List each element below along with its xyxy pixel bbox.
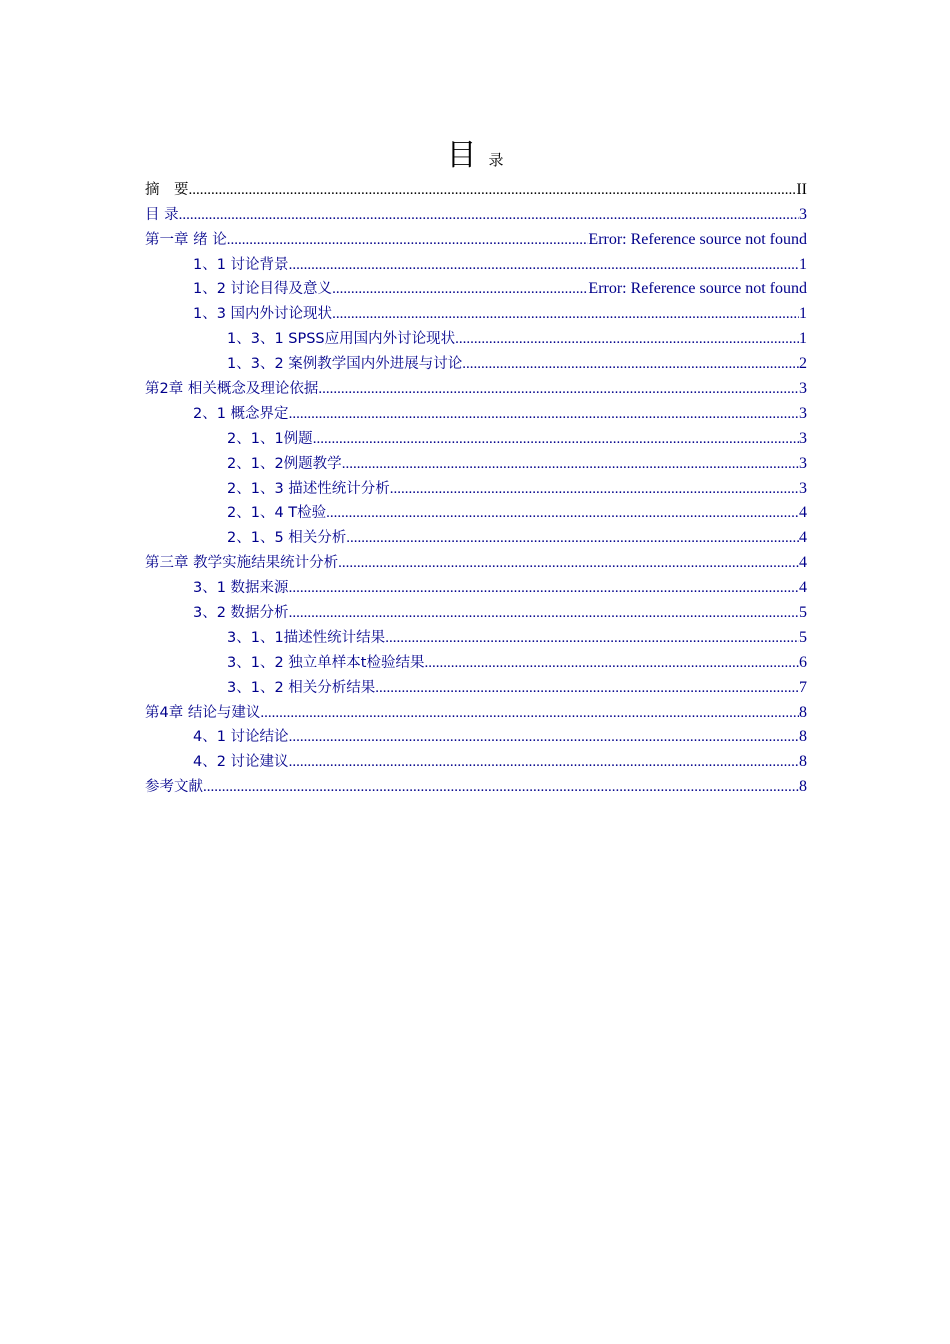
toc-entry-label: 第4章 结论与建议 bbox=[145, 704, 261, 721]
toc-entry-page: 4 bbox=[799, 554, 807, 572]
toc-entry-page: Error: Reference source not found bbox=[588, 230, 807, 248]
toc-entry-page: 3 bbox=[799, 205, 807, 223]
toc-dot-leader bbox=[318, 380, 799, 398]
toc-entry-label: 参考文献 bbox=[145, 779, 203, 796]
toc-entry-page: 6 bbox=[799, 653, 807, 671]
toc-entry[interactable] bbox=[145, 597, 807, 622]
toc-dot-leader bbox=[289, 753, 799, 771]
toc-entry-page: 5 bbox=[799, 628, 807, 646]
toc-entry-page: 8 bbox=[799, 778, 807, 796]
toc-entry-page: 4 bbox=[799, 504, 807, 522]
toc-entry-label: 3、1、2 独立单样本t检验结果 bbox=[227, 654, 425, 671]
toc-entry[interactable] bbox=[145, 547, 807, 572]
toc-entry-label: 2、1 概念界定 bbox=[193, 405, 289, 422]
toc-dot-leader bbox=[260, 704, 799, 722]
toc-entry-label: 2、1、1例题 bbox=[227, 430, 313, 447]
toc-dot-leader bbox=[289, 728, 799, 746]
toc-dot-leader bbox=[203, 778, 799, 796]
toc-entry-page: 8 bbox=[799, 703, 807, 721]
toc-entry-page: 1 bbox=[799, 255, 807, 273]
toc-dot-leader bbox=[227, 231, 589, 249]
toc-entry[interactable] bbox=[145, 672, 807, 697]
toc-entry[interactable] bbox=[145, 398, 807, 423]
toc-entry[interactable] bbox=[145, 274, 807, 299]
toc-entry-page: 3 bbox=[799, 454, 807, 472]
toc-entry-label: 摘 要 bbox=[145, 181, 189, 198]
toc-entry[interactable] bbox=[145, 373, 807, 398]
toc-entry[interactable] bbox=[145, 722, 807, 747]
toc-title-main: 目 bbox=[446, 138, 477, 173]
toc-entry-page: 3 bbox=[799, 429, 807, 447]
toc-dot-leader bbox=[289, 256, 799, 274]
toc-entry-page: 4 bbox=[799, 529, 807, 547]
toc-entry[interactable] bbox=[145, 647, 807, 672]
toc-entry-label: 4、1 讨论结论 bbox=[193, 729, 289, 746]
toc-entry[interactable] bbox=[145, 298, 807, 323]
toc-dot-leader bbox=[179, 206, 799, 224]
toc-entry[interactable] bbox=[145, 622, 807, 647]
toc-entry-label: 3、1、2 相关分析结果 bbox=[227, 679, 376, 696]
toc-dot-leader bbox=[313, 430, 799, 448]
toc-entry-label: 4、2 讨论建议 bbox=[193, 754, 289, 771]
toc-entry-label: 1、3 国内外讨论现状 bbox=[193, 306, 333, 323]
toc-entry[interactable] bbox=[145, 348, 807, 373]
toc-entry[interactable] bbox=[145, 199, 807, 224]
toc-dot-leader bbox=[332, 305, 799, 323]
toc-entry-label: 1、2 讨论目得及意义 bbox=[193, 281, 333, 298]
toc-dot-leader bbox=[375, 679, 799, 697]
toc-entry-page: 3 bbox=[799, 479, 807, 497]
toc-entry-label: 目 录 bbox=[145, 206, 179, 223]
toc-dot-leader bbox=[189, 181, 797, 199]
toc-entry-page: 3 bbox=[799, 404, 807, 422]
toc-dot-leader bbox=[289, 579, 799, 597]
toc-entry[interactable] bbox=[145, 498, 807, 523]
toc-entry-page: 3 bbox=[799, 380, 807, 398]
toc-entry[interactable] bbox=[145, 746, 807, 771]
toc-entry-label: 1、3、2 案例教学国内外进展与讨论 bbox=[227, 356, 463, 373]
toc-dot-leader bbox=[332, 280, 588, 298]
toc-entry-label: 3、2 数据分析 bbox=[193, 605, 289, 622]
toc-entry-label: 2、1、2例题教学 bbox=[227, 455, 342, 472]
toc-entry-label: 1、1 讨论背景 bbox=[193, 256, 289, 273]
toc-dot-leader bbox=[289, 604, 799, 622]
toc-entry-label: 1、3、1 SPSS应用国内外讨论现状 bbox=[227, 331, 456, 348]
toc-entry-page: 1 bbox=[799, 330, 807, 348]
toc-entry-label: 2、1、5 相关分析 bbox=[227, 530, 347, 547]
toc-dot-leader bbox=[424, 654, 799, 672]
toc-entry[interactable] bbox=[145, 224, 807, 249]
toc-dot-leader bbox=[342, 455, 799, 473]
toc-entry-page: 5 bbox=[799, 604, 807, 622]
toc-entry-label: 3、1、1描述性统计结果 bbox=[227, 629, 386, 646]
toc-entry-page: 1 bbox=[799, 305, 807, 323]
toc-entry-label: 2、1、4 T检验 bbox=[227, 505, 327, 522]
toc-entry[interactable] bbox=[145, 249, 807, 274]
toc-entry-label: 第三章 教学实施结果统计分析 bbox=[145, 555, 339, 572]
toc-entry-label: 3、1 数据来源 bbox=[193, 580, 289, 597]
toc-entry[interactable] bbox=[145, 522, 807, 547]
toc-dot-leader bbox=[455, 330, 799, 348]
toc-entry-page: II bbox=[796, 180, 807, 198]
toc-entry[interactable] bbox=[145, 473, 807, 498]
toc-dot-leader bbox=[346, 529, 799, 547]
toc-entry bbox=[145, 174, 807, 199]
toc-entry[interactable] bbox=[145, 572, 807, 597]
toc-title bbox=[0, 130, 950, 174]
toc-dot-leader bbox=[390, 480, 799, 498]
toc-entry-page: 7 bbox=[799, 678, 807, 696]
toc-entry[interactable] bbox=[145, 323, 807, 348]
toc-dot-leader bbox=[338, 554, 799, 572]
toc-entry[interactable] bbox=[145, 771, 807, 796]
toc-entry-page: 4 bbox=[799, 579, 807, 597]
toc-entry-page: Error: Reference source not found bbox=[588, 280, 807, 298]
toc-entry[interactable] bbox=[145, 423, 807, 448]
toc-dot-leader bbox=[326, 504, 799, 522]
toc-entry-label: 2、1、3 描述性统计分析 bbox=[227, 480, 390, 497]
toc-title-sub: 录 bbox=[488, 151, 504, 169]
toc-dot-leader bbox=[462, 355, 799, 373]
toc-entry-label: 第2章 相关概念及理论依据 bbox=[145, 381, 319, 398]
toc-dot-leader bbox=[289, 405, 799, 423]
toc-entry[interactable] bbox=[145, 697, 807, 722]
toc-entry-page: 8 bbox=[799, 753, 807, 771]
toc-entry-label: 第一章 绪 论 bbox=[145, 231, 227, 248]
table-of-contents bbox=[145, 174, 807, 796]
toc-entry-page: 2 bbox=[799, 355, 807, 373]
toc-dot-leader bbox=[385, 629, 799, 647]
toc-entry[interactable] bbox=[145, 448, 807, 473]
toc-entry-page: 8 bbox=[799, 728, 807, 746]
